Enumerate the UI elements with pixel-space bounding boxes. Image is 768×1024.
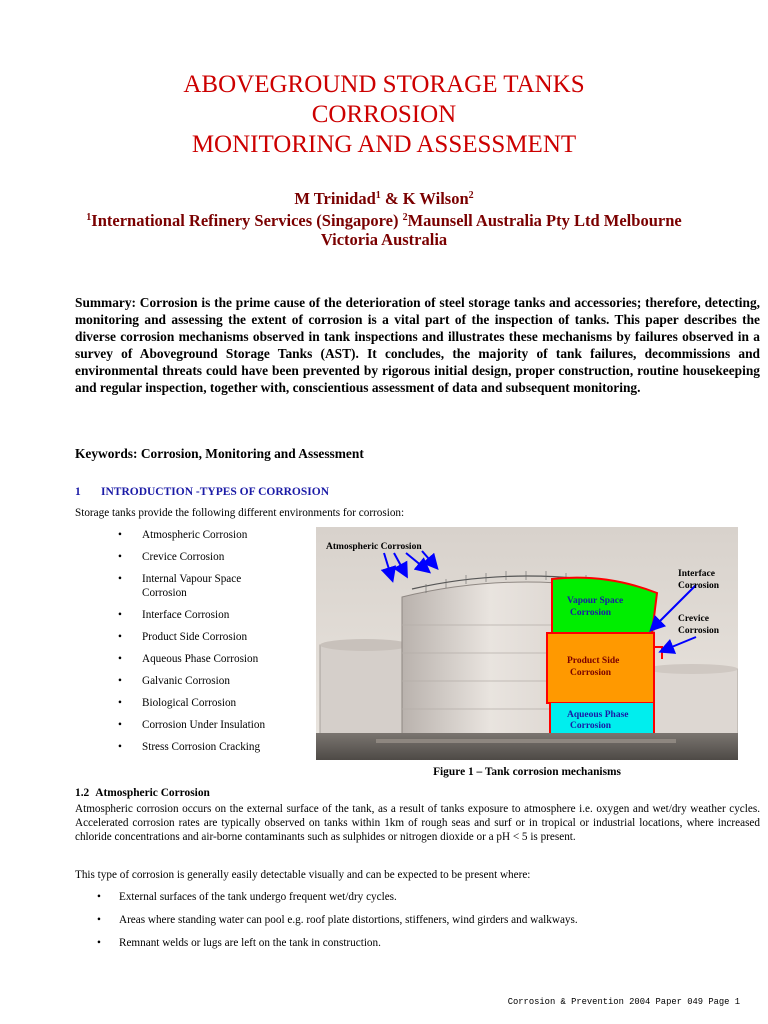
label-vapour-2: Corrosion — [570, 608, 611, 618]
label-aqueous-1: Aqueous Phase — [567, 710, 629, 720]
label-product-1: Product Side — [567, 656, 620, 666]
background-tank-right — [646, 669, 738, 737]
list-item: • Internal Vapour Space Corrosion — [118, 572, 303, 600]
ground — [316, 733, 738, 760]
label-vapour-1: Vapour Space — [567, 596, 624, 606]
list-item: • Aqueous Phase Corrosion — [118, 652, 303, 666]
list-item: • Areas where standing water can pool e.g. roof plate distortions, stiffeners, wind girders and walkways. — [97, 913, 757, 927]
list-item: • Crevice Corrosion — [118, 550, 303, 564]
label-crevice-2: Corrosion — [678, 626, 719, 636]
list-item: • Interface Corrosion — [118, 608, 303, 622]
label-product-2: Corrosion — [570, 668, 611, 678]
list-item: • Biological Corrosion — [118, 696, 303, 710]
title-line-1: ABOVEGROUND STORAGE TANKS — [183, 71, 585, 98]
section-1-2-heading: 1.2 Atmospheric Corrosion — [75, 787, 210, 799]
label-atmospheric: Atmospheric Corrosion — [326, 542, 422, 552]
page-footer: Corrosion & Prevention 2004 Paper 049 Page 1 — [507, 997, 740, 1007]
list-item: • Atmospheric Corrosion — [118, 528, 303, 542]
list-item: • External surfaces of the tank undergo frequent wet/dry cycles. — [97, 890, 757, 904]
list-item: • Galvanic Corrosion — [118, 674, 303, 688]
author-affiliations: $^1$International Refinery Services (Singapore) $^2$Maunsell Australia Pty Ltd Melbourne — [86, 211, 682, 230]
tank-photo-illustration — [316, 527, 738, 760]
label-aqueous-2: Corrosion — [570, 721, 611, 731]
label-interface-1: Interface — [678, 569, 715, 579]
keywords: Keywords: Corrosion, Monitoring and Assessment — [75, 446, 364, 461]
label-crevice-1: Crevice — [678, 614, 709, 624]
section-1-2-paragraph-2: This type of corrosion is generally easily detectable visually and can be expected to be present where: — [75, 869, 531, 881]
section-1-heading: 1 INTRODUCTION -TYPES OF CORROSION — [75, 486, 330, 498]
label-interface-2: Corrosion — [678, 581, 719, 591]
paper-title — [0, 70, 768, 160]
section-1-2-paragraph-1: Atmospheric corrosion occurs on the external surface of the tank, as a result of tanks exposure to atmosphere i.e. oxygen and wet/dry weather cycles. Accelerated corrosion rates are typically observed on tanks within 1km of rough seas and surf or in tropical or industrial locations, where increased chloride concentrations and air-borne contaminants such as sulphides or nitrogen dioxide or a pH < 5 is present. — [75, 803, 760, 843]
tank-corrosion-figure — [316, 527, 738, 760]
atmospheric-conditions-list — [97, 890, 757, 959]
list-item: • Product Side Corrosion — [118, 630, 303, 644]
title-line-3: MONITORING AND ASSESSMENT — [191, 131, 577, 158]
section-1-intro: Storage tanks provide the following different environments for corrosion: — [75, 507, 405, 519]
list-item: • Stress Corrosion Cracking — [118, 740, 303, 754]
background-tank-left — [320, 645, 410, 737]
list-item: • Remnant welds or lugs are left on the tank in construction. — [97, 936, 757, 950]
author-block — [0, 186, 768, 249]
title-line-2: CORROSION — [311, 101, 457, 128]
corrosion-type-list — [118, 528, 303, 762]
figure-caption: Figure 1 – Tank corrosion mechanisms — [433, 766, 621, 778]
list-item: • Corrosion Under Insulation — [118, 718, 303, 732]
author-names: M Trinidad$^1$ & K Wilson$^2$ — [294, 189, 474, 208]
author-location: Victoria Australia — [320, 230, 448, 249]
summary-paragraph: Summary: Corrosion is the prime cause of the deterioration of steel storage tanks and accessories; therefore, detecting, monitoring and assessing the extent of corrosion is a vital part of the inspection of tanks. This paper describes the diverse corrosion mechanisms observed in tank inspections and illustrates these mechanisms by failures observed in a survey of Aboveground Storage Tanks (AST). It concludes, the majority of tank failures, decommissions and environmental threats could have been prevented by rigorous initial design, proper construction, routine housekeeping and regular inspection, together with, conscientious assessment of data and subsequent monitoring. — [75, 295, 760, 395]
